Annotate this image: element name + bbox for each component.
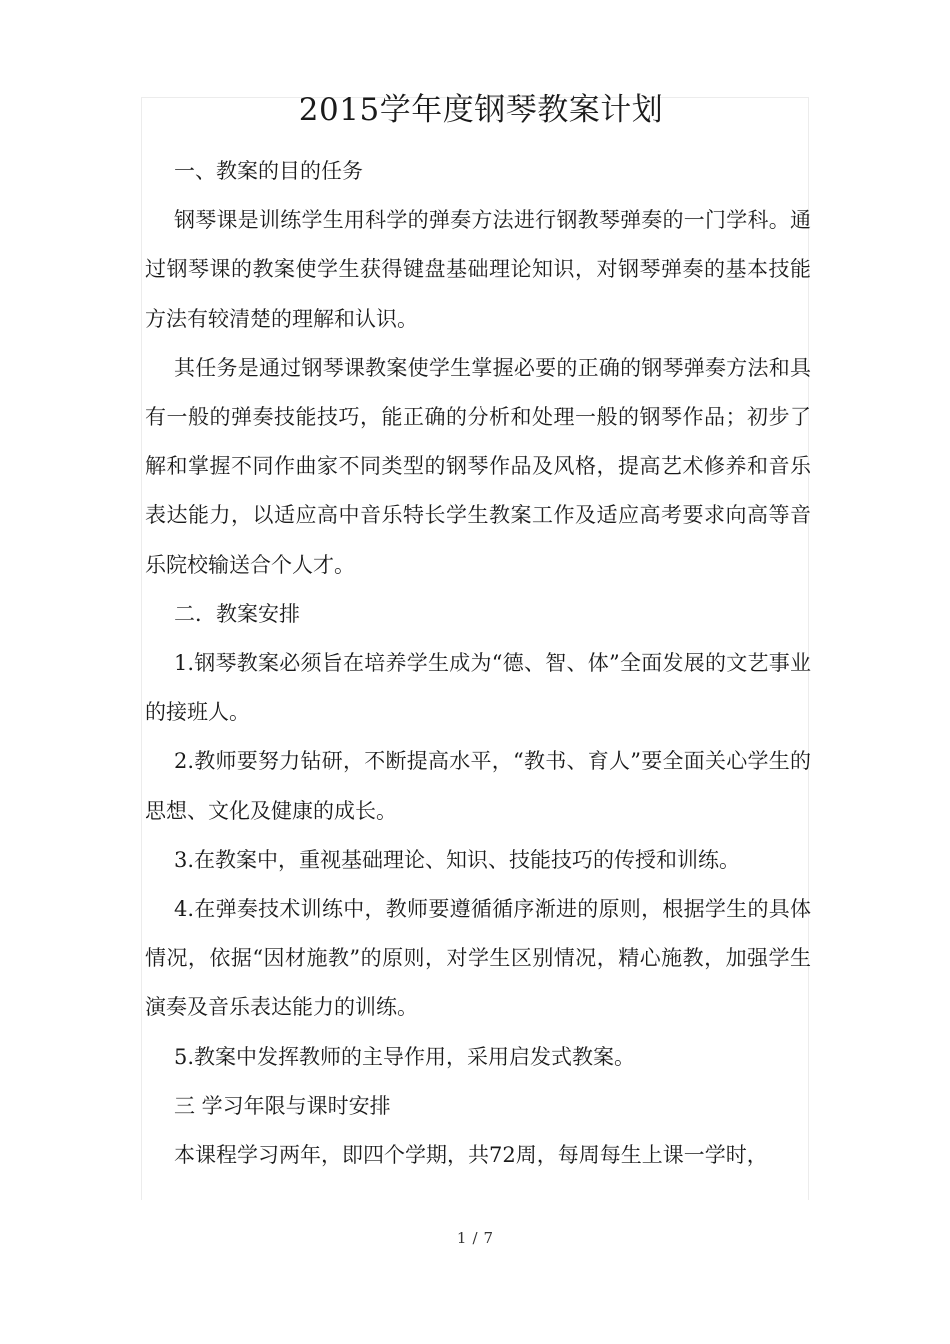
section-heading-3: 三 学习年限与课时安排 xyxy=(174,1093,391,1118)
list-item-4: 4.在弹奏技术训练中，教师要遵循循序渐进的原则，根据学生的具体情况，依据“因材施教”的原则，对学生区别情况，精心施教，加强学生演奏及音乐表达能力的训练。 xyxy=(145,897,811,1020)
list-item-3: 3.在教案中，重视基础理论、知识、技能技巧的传授和训练。 xyxy=(174,847,741,872)
page-number xyxy=(0,1228,950,1248)
paragraph-task: 其任务是通过钢琴课教案使学生掌握必要的正确的钢琴弹奏方法和具有一般的弹奏技能技巧，能正确的分析和处理一般的钢琴作品；初步了解和掌握不同作曲家不同类型的钢琴作品及风格，提高艺术修养和音乐表达能力，以适应高中音乐特长学生教案工作及适应高考要求向高等音乐院校输送合个人才。 xyxy=(145,355,811,577)
page-total: 7 xyxy=(483,1229,494,1247)
list-item-1: 1.钢琴教案必须旨在培养学生成为“德、智、体”全面发展的文艺事业的接班人。 xyxy=(145,651,811,725)
document-body xyxy=(145,147,811,1180)
document-title: 2015学年度钢琴教案计划 xyxy=(298,92,664,128)
paragraph-purpose: 钢琴课是训练学生用科学的弹奏方法进行钢教琴弹奏的一门学科。通过钢琴课的教案使学生获得键盘基础理论知识，对钢琴弹奏的基本技能方法有较清楚的理解和认识。 xyxy=(145,208,811,331)
list-item-5: 5.教案中发挥教师的主导作用，采用启发式教案。 xyxy=(174,1044,636,1069)
section-heading-1: 一、教案的目的任务 xyxy=(174,159,363,183)
list-item-2: 2.教师要努力钻研，不断提高水平，“教书、育人”要全面关心学生的思想、文化及健康的成长。 xyxy=(145,749,811,823)
section-heading-2: 二．教案安排 xyxy=(174,601,300,626)
page-current: 1 xyxy=(456,1229,467,1247)
page-separator: / xyxy=(472,1229,478,1247)
paragraph-schedule: 本课程学习两年，即四个学期，共72周，每周每生上课一学时， xyxy=(174,1143,768,1168)
